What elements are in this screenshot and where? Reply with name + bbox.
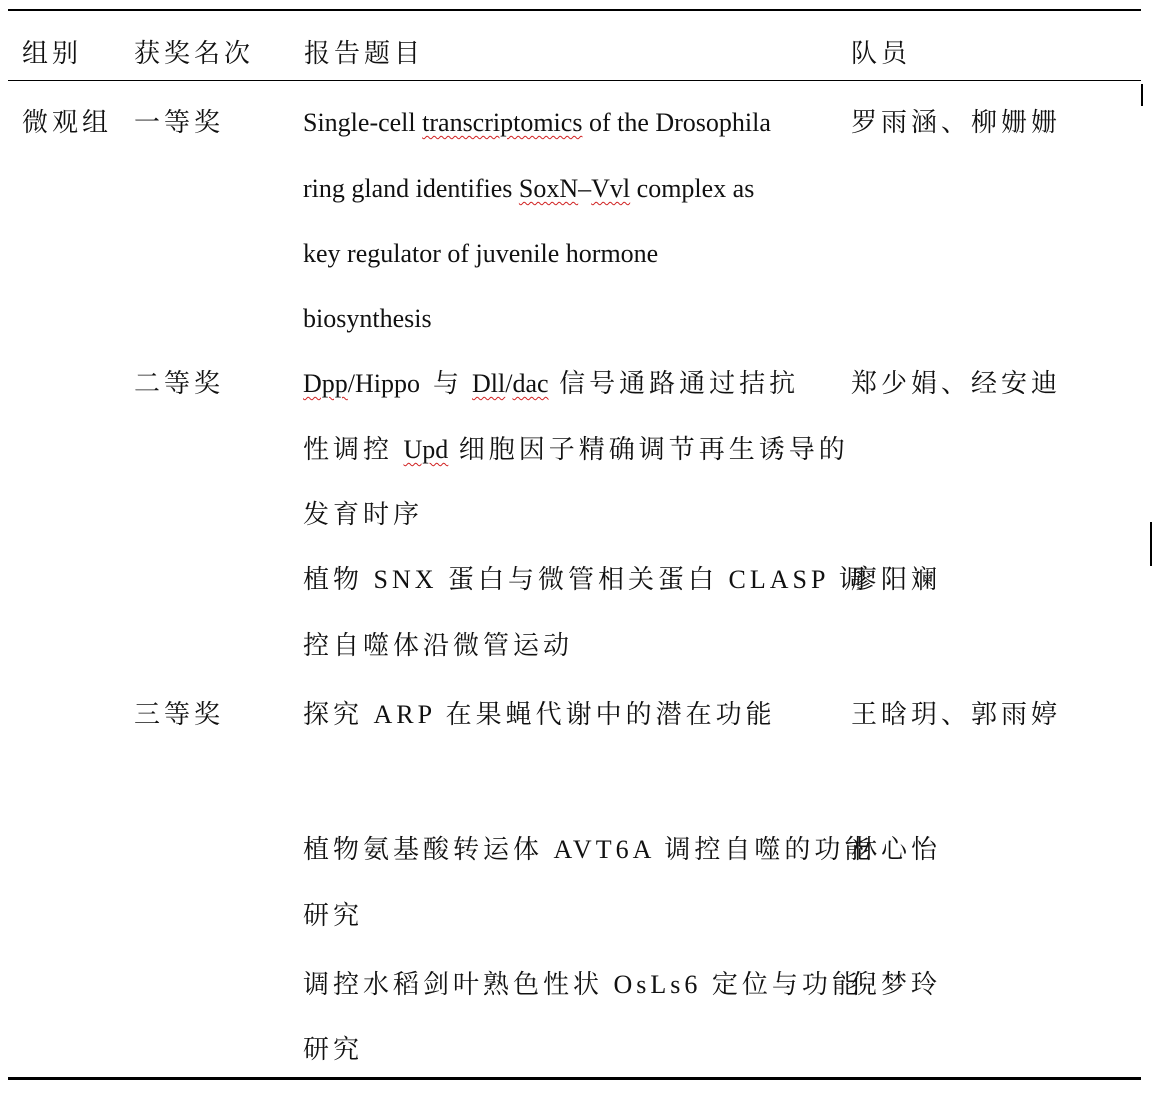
members-cell: 罗雨涵、柳姗姗 (851, 108, 1062, 137)
header-members: 队员 (851, 39, 912, 68)
title-line: 探究 ARP 在果蝇代谢中的潜在功能 (303, 700, 776, 729)
title-line: 性调控 Upd 细胞因子精确调节再生诱导的 (303, 435, 849, 464)
title-line: Dpp/Hippo 与 Dll/dac 信号通路通过拮抗 (303, 369, 800, 398)
title-line: 发育时序 (303, 500, 424, 529)
spellcheck-word: Dpp (303, 369, 348, 398)
members-cell: 倪梦玲 (851, 970, 942, 999)
spellcheck-word: SoxN (518, 174, 579, 203)
rank-cell: 二等奖 (134, 369, 225, 398)
title-line: 植物 SNX 蛋白与微管相关蛋白 CLASP 调 (303, 565, 869, 594)
rank-cell: 三等奖 (134, 700, 225, 729)
title-line: ring gland identifies SoxN–Vvl complex as (303, 174, 755, 203)
header-group: 组别 (22, 39, 83, 68)
spellcheck-word: Dll (472, 369, 506, 398)
members-cell: 廖阳斓 (851, 565, 942, 594)
spellcheck-word: dac (512, 369, 549, 398)
title-line: 研究 (303, 901, 364, 930)
title-line: Single-cell transcriptomics of the Drosophila (303, 108, 771, 137)
edge-marker (1150, 522, 1152, 566)
table-top-rule (8, 9, 1141, 11)
title-line: 调控水稻剑叶熟色性状 OsLs6 定位与功能 (303, 970, 862, 999)
group-name: 微观组 (22, 108, 113, 137)
title-line: biosynthesis (303, 304, 432, 333)
table-bottom-rule (8, 1077, 1141, 1080)
header-rank: 获奖名次 (134, 39, 255, 68)
rank-cell: 一等奖 (134, 108, 225, 137)
members-cell: 郑少娟、经安迪 (851, 369, 1062, 398)
title-line: 研究 (303, 1035, 364, 1064)
edge-marker (1141, 84, 1143, 106)
members-cell: 林心怡 (851, 835, 942, 864)
members-cell: 王晗玥、郭雨婷 (851, 700, 1062, 729)
header-title: 报告题目 (304, 39, 425, 68)
title-line: key regulator of juvenile hormone (303, 239, 659, 268)
spellcheck-word: transcriptomics (422, 108, 583, 137)
title-line: 控自噬体沿微管运动 (303, 631, 574, 660)
spellcheck-word: Upd (403, 435, 449, 464)
table-header-rule (8, 80, 1141, 81)
title-line: 植物氨基酸转运体 AVT6A 调控自噬的功能 (303, 835, 875, 864)
spellcheck-word: Vvl (591, 174, 631, 203)
